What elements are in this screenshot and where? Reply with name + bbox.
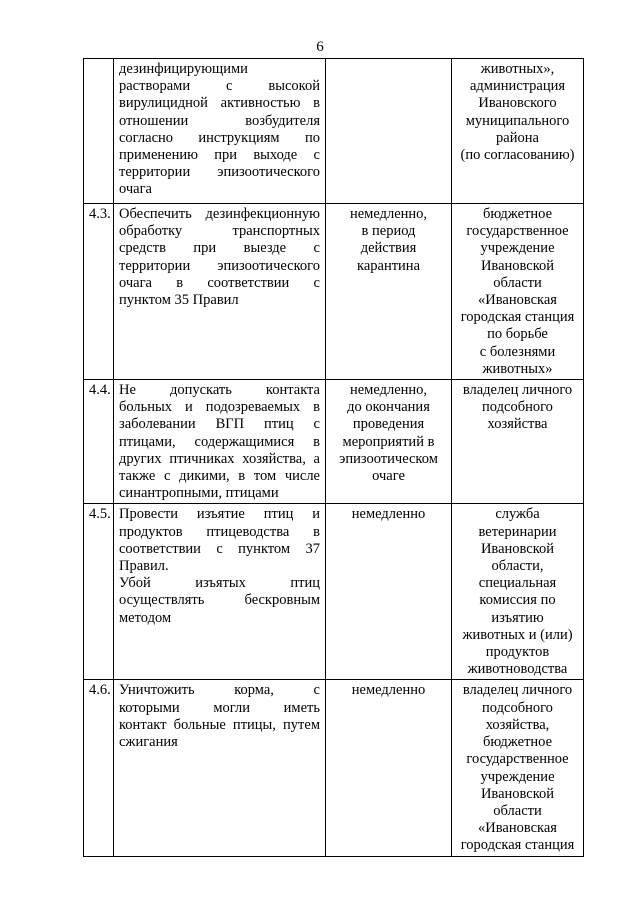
item-number: 4.3. — [84, 204, 114, 380]
responsible-cell — [452, 680, 584, 856]
term-line: немедленно — [351, 506, 426, 523]
measures-table — [83, 58, 584, 857]
responsible-line: области, — [491, 558, 544, 575]
responsible-cell — [452, 59, 584, 204]
responsible-line: «Ивановская — [478, 292, 557, 309]
action-line: очага в соответствии с — [119, 274, 320, 291]
action-line: других птичниках хозяйства, а — [119, 450, 320, 467]
action-line: методом — [119, 609, 172, 626]
action-line: очага — [119, 181, 152, 198]
action-line: применению при выходе с — [119, 147, 320, 164]
action-line: Правил. — [119, 558, 169, 575]
action-cell — [114, 204, 326, 380]
action-line: Обеспечить дезинфекционную — [119, 206, 320, 222]
responsible-line: области — [493, 802, 542, 819]
action-line: соответствии с пунктом 37 — [119, 540, 320, 557]
term-line: карантина — [357, 257, 420, 274]
responsible-line: служба — [495, 506, 540, 523]
responsible-cell — [452, 204, 584, 380]
term-line: до окончания — [347, 399, 430, 416]
action-line: которыми могли иметь — [119, 699, 320, 716]
action-line: территории эпизоотического — [119, 257, 320, 274]
page-number: 6 — [316, 39, 324, 55]
term-line: немедленно, — [349, 206, 428, 222]
action-line: Не допускать контакта — [119, 382, 320, 399]
responsible-line: ветеринарии — [478, 523, 557, 540]
action-line: пунктом 35 Правил — [119, 292, 239, 309]
action-line: обработку транспортных — [119, 223, 320, 240]
table-row — [84, 380, 584, 504]
responsible-line: изъятию — [491, 609, 544, 626]
responsible-line: бюджетное — [482, 734, 553, 751]
table-row — [84, 680, 584, 856]
responsible-line: Ивановской — [480, 257, 555, 274]
action-cell — [114, 59, 326, 204]
responsible-line: Ивановского — [478, 95, 557, 112]
action-line: больных и подозреваемых в — [119, 399, 320, 416]
responsible-cell — [452, 504, 584, 680]
action-line: Убой изъятых птиц — [119, 575, 320, 592]
responsible-line: животноводства — [467, 661, 568, 678]
responsible-line: Ивановской — [480, 785, 555, 802]
responsible-line: государственное — [466, 751, 569, 768]
action-line: продуктов птицеводства в — [119, 523, 320, 540]
responsible-line: подсобного — [482, 399, 553, 416]
action-line: согласно инструкциям по — [119, 129, 320, 146]
term-cell — [326, 504, 452, 680]
action-line: отношении возбудителя — [119, 112, 320, 129]
responsible-line: животных» — [482, 360, 553, 377]
responsible-cell — [452, 380, 584, 504]
responsible-line: продуктов — [485, 644, 550, 661]
responsible-line: области — [493, 274, 542, 291]
action-cell — [114, 380, 326, 504]
action-line: растворами с высокой — [119, 78, 320, 95]
item-number — [84, 59, 114, 204]
responsible-line: «Ивановская — [478, 820, 557, 837]
action-line: птицами, содержащимися в — [119, 433, 320, 450]
action-line: вирулицидной активностью в — [119, 95, 320, 112]
responsible-line: владелец личного — [462, 682, 573, 699]
action-line: территории эпизоотического — [119, 164, 320, 181]
responsible-line: (по согласованию) — [460, 147, 575, 164]
responsible-line: с болезнями — [479, 343, 556, 360]
responsible-line: хозяйства, — [485, 716, 550, 733]
responsible-line: хозяйства — [487, 416, 548, 433]
responsible-line: городская станция — [460, 309, 575, 326]
action-line: средств при выезде с — [119, 240, 320, 257]
term-cell — [326, 59, 452, 204]
responsible-line: муниципального — [465, 112, 570, 129]
term-line: действия — [360, 240, 417, 257]
responsible-line: владелец личного — [462, 382, 573, 399]
action-line: синантропными, птицами — [119, 485, 279, 502]
measures-table-body — [84, 59, 584, 857]
action-line: Уничтожить корма, с — [119, 682, 320, 699]
term-line: проведения — [352, 416, 425, 433]
item-number: 4.4. — [84, 380, 114, 504]
term-line: немедленно, — [349, 382, 428, 399]
table-row — [84, 59, 584, 204]
action-line: Провести изъятие птиц и — [119, 506, 320, 523]
action-line: дезинфицирующими — [119, 61, 248, 77]
action-line: заболевании ВГП птиц с — [119, 416, 320, 433]
term-line: немедленно — [351, 682, 426, 699]
action-line: контакт больные птицы, путем — [119, 716, 320, 733]
responsible-line: района — [496, 129, 539, 146]
action-cell — [114, 680, 326, 856]
responsible-line: специальная — [478, 575, 557, 592]
responsible-line: животных и (или) — [462, 626, 573, 643]
responsible-line: подсобного — [482, 699, 553, 716]
term-line: мероприятий в — [342, 433, 435, 450]
term-line: в период — [361, 223, 416, 240]
responsible-line: городская станция — [460, 837, 575, 854]
table-row — [84, 504, 584, 680]
action-line: также с дикими, в том числе — [119, 468, 320, 485]
action-line: сжигания — [119, 734, 178, 751]
responsible-line: администрация — [469, 78, 566, 95]
term-cell — [326, 380, 452, 504]
item-number: 4.5. — [84, 504, 114, 680]
term-line: очаге — [372, 468, 405, 485]
responsible-line: Ивановской — [480, 540, 555, 557]
action-cell — [114, 504, 326, 680]
responsible-line: государственное — [466, 223, 569, 240]
responsible-line: комиссия по — [479, 592, 556, 609]
term-cell — [326, 680, 452, 856]
table-row — [84, 204, 584, 380]
responsible-line: бюджетное — [482, 206, 553, 222]
responsible-line: по борьбе — [487, 326, 548, 343]
action-line: осуществлять бескровным — [119, 592, 320, 609]
responsible-line: учреждение — [480, 240, 555, 257]
term-line: эпизоотическом — [339, 450, 438, 467]
item-number: 4.6. — [84, 680, 114, 856]
term-cell — [326, 204, 452, 380]
responsible-line: учреждение — [480, 768, 555, 785]
responsible-line: животных», — [480, 61, 555, 77]
